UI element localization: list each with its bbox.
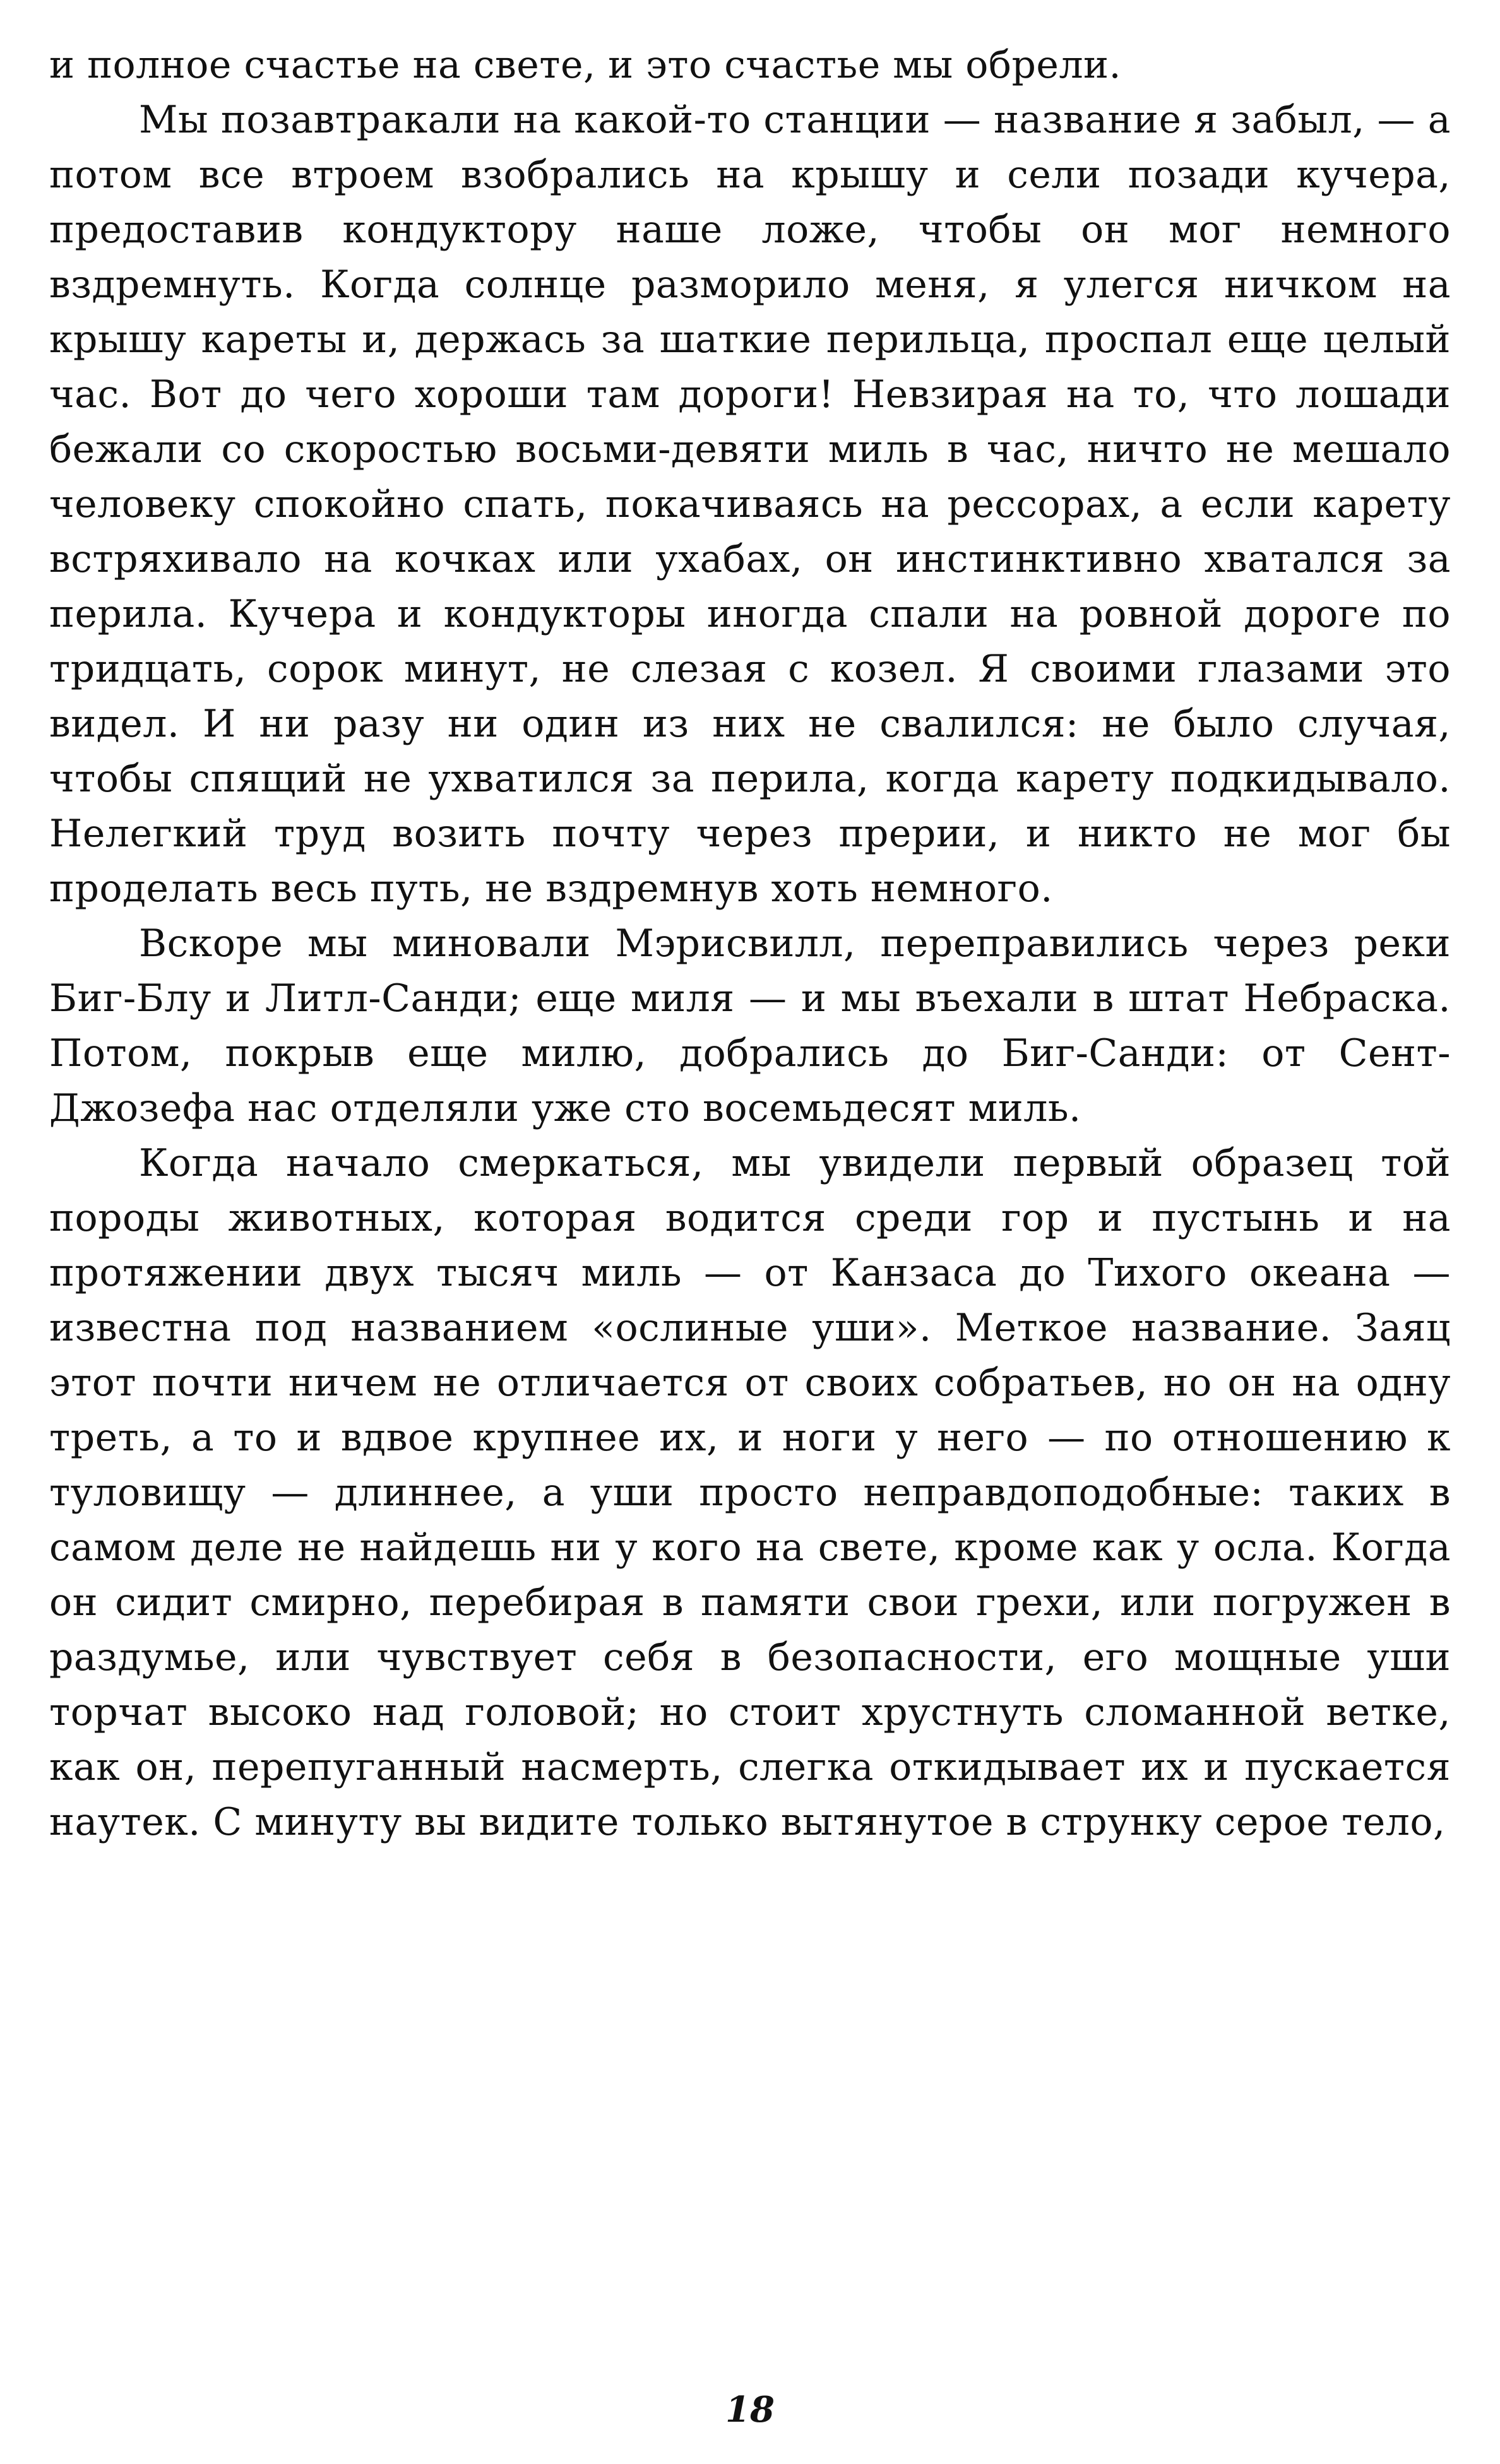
body-text (49, 38, 1451, 1850)
paragraph-breakfast: Мы позавтракали на какой-то станции — название я забыл, — а потом все втроем взобрались на крышу и сели позади кучера, предоставив кондуктору наше ложе, чтобы он мог немного вздремнуть. Когда солнце разморило меня, я улегся ничком на крышу кареты и, держась за шаткие перильца, проспал еще целый час. Вот до чего хороши там дороги! Невзирая на то, что лошади бежали со скоростью восьми-девяти миль в час, ничто не мешало человеку спокойно спать, покачиваясь на рессорах, а если карету встряхивало на кочках или ухабах, он инстинктивно хватался за перила. Кучера и кондукторы иногда спали на ровной дороге по тридцать, сорок минут, не слезая с козел. Я своими глазами это видел. И ни разу ни один из них не свалился: не было случая, чтобы спящий не ухватился за перила, когда карету подкидывало. Нелегкий труд возить почту через прерии, и никто не мог бы проделать весь путь, не вздремнув хоть немного. (49, 98, 1451, 911)
book-page (49, 38, 1451, 2449)
paragraph-nebraska: Вскоре мы миновали Мэрисвилл, переправились через реки Биг-Блу и Литл-Санди; еще миля — и мы въехали в штат Небраска. Потом, покрыв еще милю, добрались до Биг-Санди: от Сент-Джозефа нас отделяли уже сто восемьдесят миль. (49, 921, 1451, 1130)
paragraph-continuation: и полное счастье на свете, и это счастье мы обрели. (49, 43, 1122, 87)
paragraph-jackrabbit: Когда начало смеркаться, мы увидели первый образец той породы животных, которая водится среди гор и пустынь и на протяжении двух тысяч миль — от Канзаса до Тихого океана — известна под названием «ослиные уши». Меткое название. Заяц этот почти ничем не отличается от своих собратьев, но он на одну треть, а то и вдвое крупнее их, и ноги у него — по отношению к туловищу — длиннее, а уши просто неправдоподобные: таких в самом деле не найдешь ни у кого на свете, кроме как у осла. Когда он сидит смирно, перебирая в памяти свои грехи, или погружен в раздумье, или чувствует себя в безопасности, его мощные уши торчат высоко над головой; но стоит хрустнуть сломанной ветке, как он, перепуганный насмерть, слегка откидывает их и пускается наутек. С минуту вы видите только вытянутое в струнку серое тело, (49, 1141, 1451, 1844)
page-number: 18 (725, 2389, 775, 2431)
